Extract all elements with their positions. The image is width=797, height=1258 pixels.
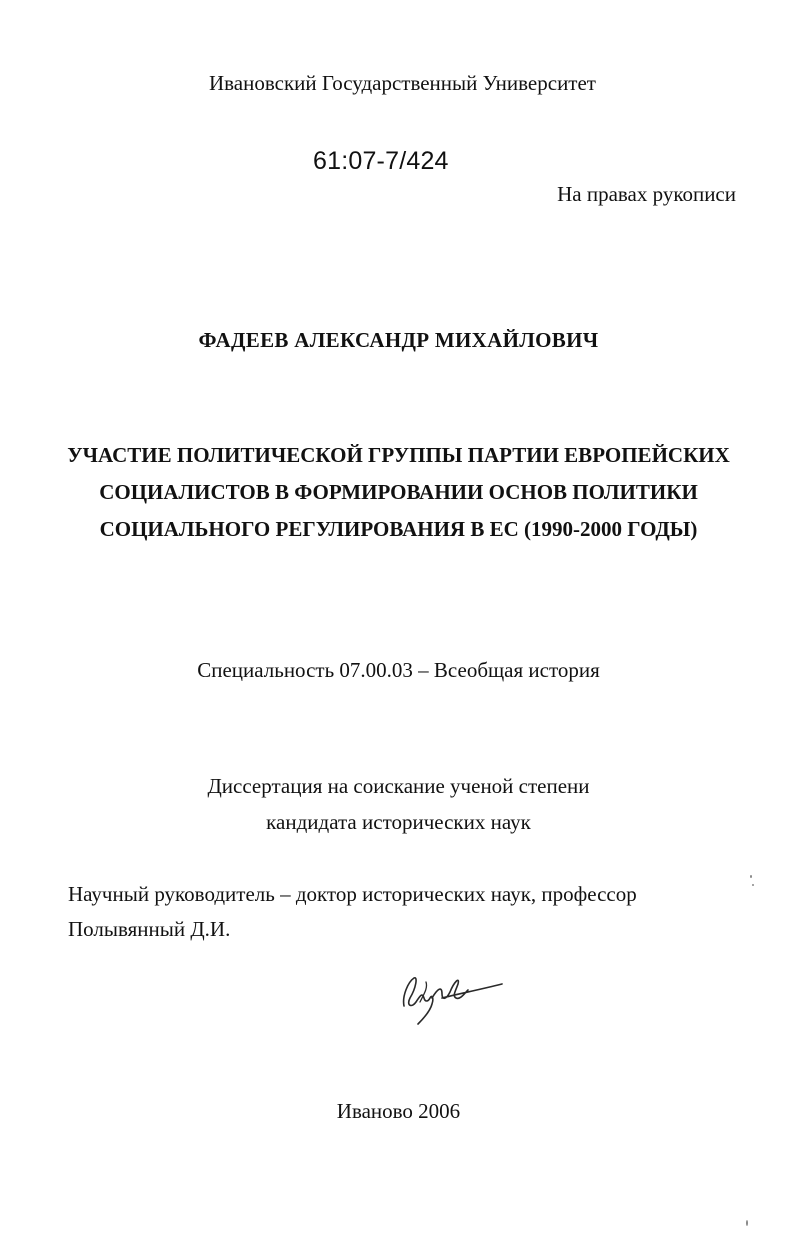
title-line-2: СОЦИАЛИСТОВ В ФОРМИРОВАНИИ ОСНОВ ПОЛИТИКИ — [99, 480, 698, 504]
manuscript-rights: На правах рукописи — [557, 182, 736, 206]
university-name: Ивановский Государственный Университет — [209, 71, 596, 95]
scan-speck — [752, 884, 754, 886]
degree-line-1: Диссертация на соискание ученой степени — [207, 774, 590, 798]
supervisor: Научный руководитель – доктор исторических наук, профессор Полывянный Д.И. — [68, 882, 637, 941]
degree-statement — [0, 768, 797, 840]
scan-speck — [750, 875, 752, 878]
degree-line-2: кандидата исторических наук — [266, 810, 531, 834]
handwritten-signature-icon — [398, 968, 508, 1028]
catalog-number: 61:07-7/424 — [313, 147, 449, 175]
city-year: Иваново 2006 — [336, 1099, 461, 1123]
scan-speck — [746, 1220, 748, 1226]
author-name: ФАДЕЕВ АЛЕКСАНДР МИХАЙЛОВИЧ — [198, 328, 599, 352]
specialty: Специальность 07.00.03 – Всеобщая история — [197, 658, 600, 682]
title-line-3: СОЦИАЛЬНОГО РЕГУЛИРОВАНИЯ В ЕС (1990-2000 ГОДЫ) — [99, 517, 698, 541]
dissertation-title — [0, 437, 797, 548]
title-line-1: УЧАСТИЕ ПОЛИТИЧЕСКОЙ ГРУППЫ ПАРТИИ ЕВРОПЕЙСКИХ — [67, 443, 730, 467]
